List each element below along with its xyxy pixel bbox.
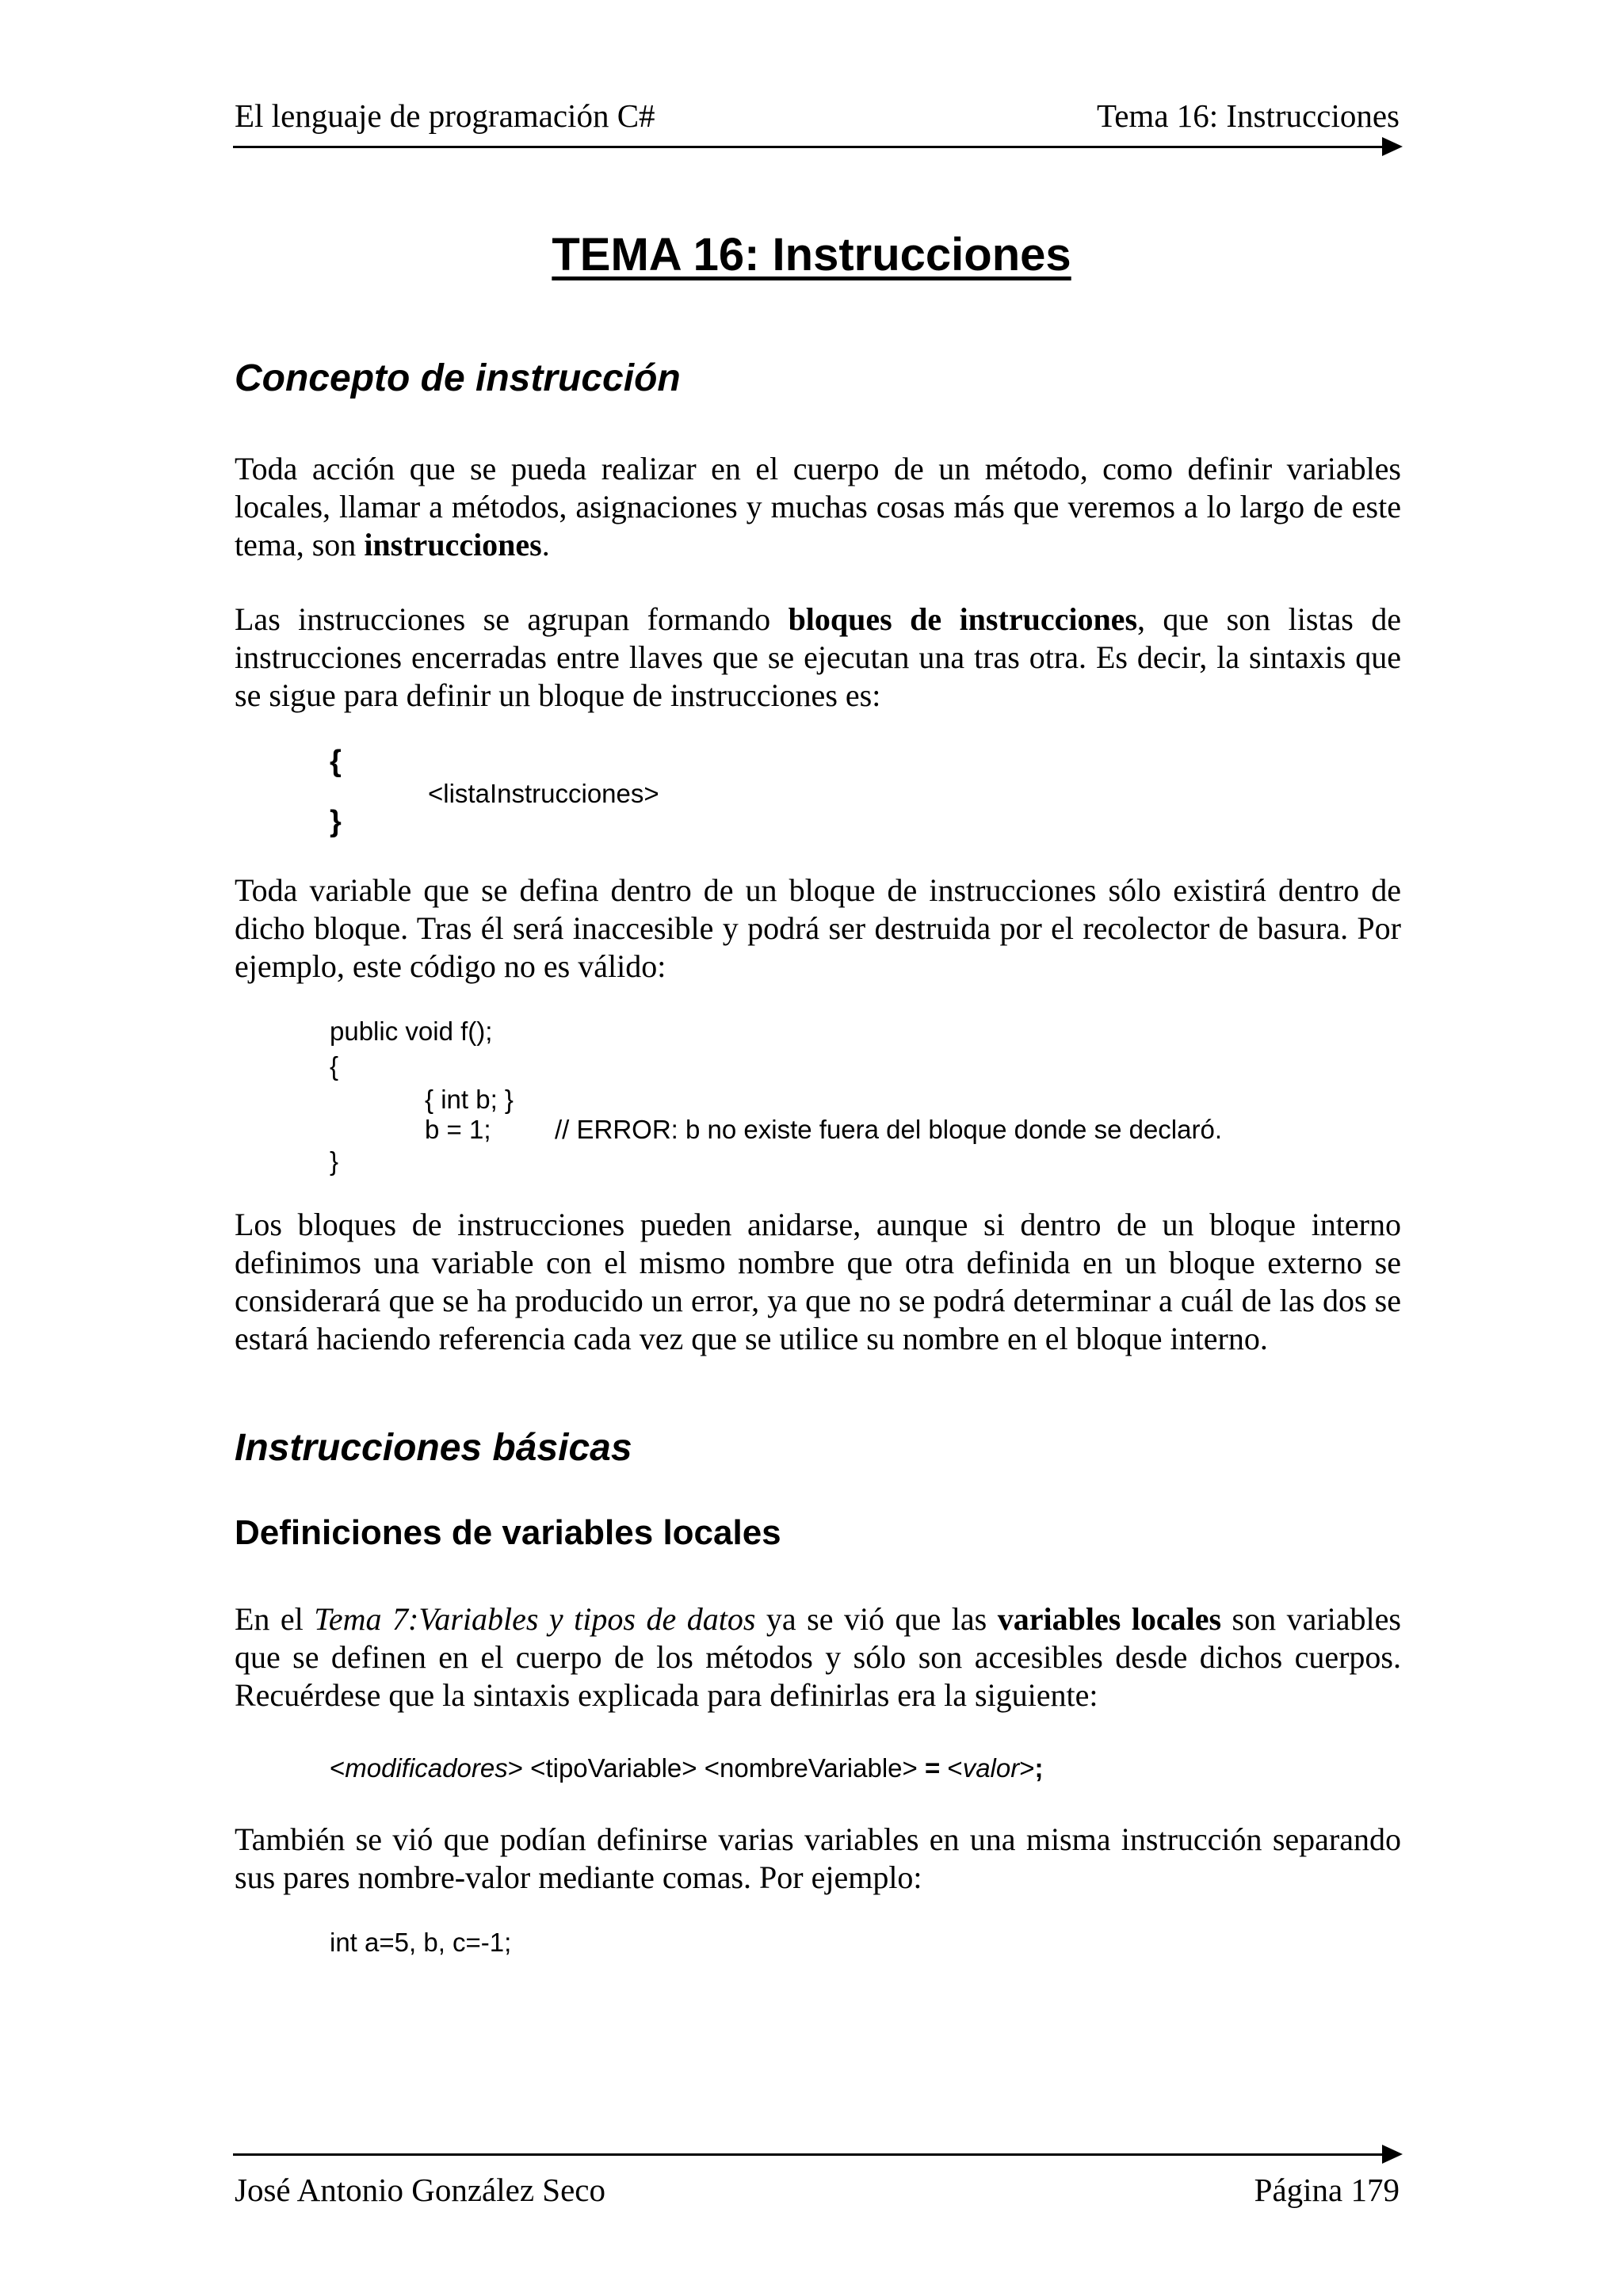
code-example-multiple-vars: int a=5, b, c=-1; xyxy=(330,1928,512,1957)
syntax-part: < xyxy=(330,1753,346,1783)
block-inner-placeholder: <listaInstrucciones> xyxy=(428,779,659,808)
text-run: ya se vió que las xyxy=(755,1601,998,1637)
syntax-part: > xyxy=(1019,1753,1035,1783)
syntax-equals: = xyxy=(924,1753,941,1783)
code-line-5: } xyxy=(330,1146,339,1176)
code-line-2: { xyxy=(330,1051,339,1081)
paragraph-variables-2: También se vió que podían definirse varias variables en una misma instrucción separando sus pares nombre-valor mediante comas. Por ejemplo: xyxy=(235,1821,1401,1895)
syntax-declaration xyxy=(330,1751,1044,1785)
code-line-3: { int b; } xyxy=(425,1085,514,1114)
footer-author: José Antonio González Seco xyxy=(235,2172,605,2208)
block-open-brace: { xyxy=(330,745,342,778)
text-run: son variables que se definen en el cuerpo de los métodos y sólo son accesibles desde dichos cuerpos. Recuérdese que la sintaxis explicada para definirlas era la siguiente: xyxy=(235,1601,1401,1713)
syntax-modifiers: modificadores xyxy=(345,1753,508,1783)
bold-term: bloques de instrucciones xyxy=(788,601,1138,637)
syntax-semicolon: ; xyxy=(1034,1753,1044,1783)
italic-reference: Tema 7:Variables y tipos de datos xyxy=(314,1601,756,1637)
syntax-part: < xyxy=(940,1753,963,1783)
text-run: Toda acción que se pueda realizar en el cuerpo de un método, como definir variables locales, llamar a métodos, asignaciones y muchas cosas más que veremos a lo largo de este tema, son xyxy=(235,451,1401,563)
section-heading-basicas: Instrucciones básicas xyxy=(235,1427,632,1469)
header-book-title: El lenguaje de programación C# xyxy=(235,97,655,134)
text-run: , que son listas de instrucciones encerradas entre llaves que se ejecutan una tras otra. Es decir, la sintaxis que se sigue para definir un bloque de instrucciones es: xyxy=(235,601,1401,713)
footer-rule xyxy=(233,2153,1382,2156)
bold-term: instrucciones xyxy=(364,527,542,563)
text-run: Las instrucciones se agrupan formando xyxy=(235,601,789,637)
text-run: En el xyxy=(235,1601,315,1637)
page-title: TEMA 16: Instrucciones xyxy=(552,229,1071,280)
header-rule xyxy=(233,146,1382,148)
code-line-4: b = 1; xyxy=(425,1115,491,1144)
paragraph-variables-1 xyxy=(235,1600,1401,1714)
paragraph-concepto-2 xyxy=(235,601,1401,715)
bold-term: variables locales xyxy=(997,1601,1222,1637)
code-line-1: public void f(); xyxy=(330,1016,493,1046)
subsection-heading-variables: Definiciones de variables locales xyxy=(235,1513,781,1552)
footer-arrow-icon xyxy=(1382,2145,1403,2164)
header-chapter-title: Tema 16: Instrucciones xyxy=(1097,97,1400,134)
paragraph-concepto-3: Toda variable que se defina dentro de un bloque de instrucciones sólo existirá dentro de dicho bloque. Tras él será inaccesible y podrá ser destruida por el recolector de basura. Por ejemplo, este código no es válido: xyxy=(235,872,1401,984)
text-run: . xyxy=(541,527,550,563)
section-heading-concepto: Concepto de instrucción xyxy=(235,357,681,399)
block-close-brace: } xyxy=(330,805,342,838)
header-arrow-icon xyxy=(1382,137,1403,156)
syntax-value: valor xyxy=(962,1753,1020,1783)
syntax-part: > xyxy=(507,1753,523,1783)
footer-page-number: Página 179 xyxy=(1254,2172,1400,2208)
syntax-type-name: <tipoVariable> <nombreVariable> xyxy=(523,1753,925,1783)
paragraph-concepto-1 xyxy=(235,450,1401,564)
paragraph-concepto-4: Los bloques de instrucciones pueden anidarse, aunque si dentro de un bloque interno definimos una variable con el mismo nombre que otra definida en un bloque externo se considerará que se ha producido un error, ya que no se podrá determinar a cuál de las dos se estará haciendo referencia cada vez que se utilice su nombre en el bloque interno. xyxy=(235,1207,1401,1356)
code-line-4-comment: // ERROR: b no existe fuera del bloque donde se declaró. xyxy=(555,1115,1222,1144)
